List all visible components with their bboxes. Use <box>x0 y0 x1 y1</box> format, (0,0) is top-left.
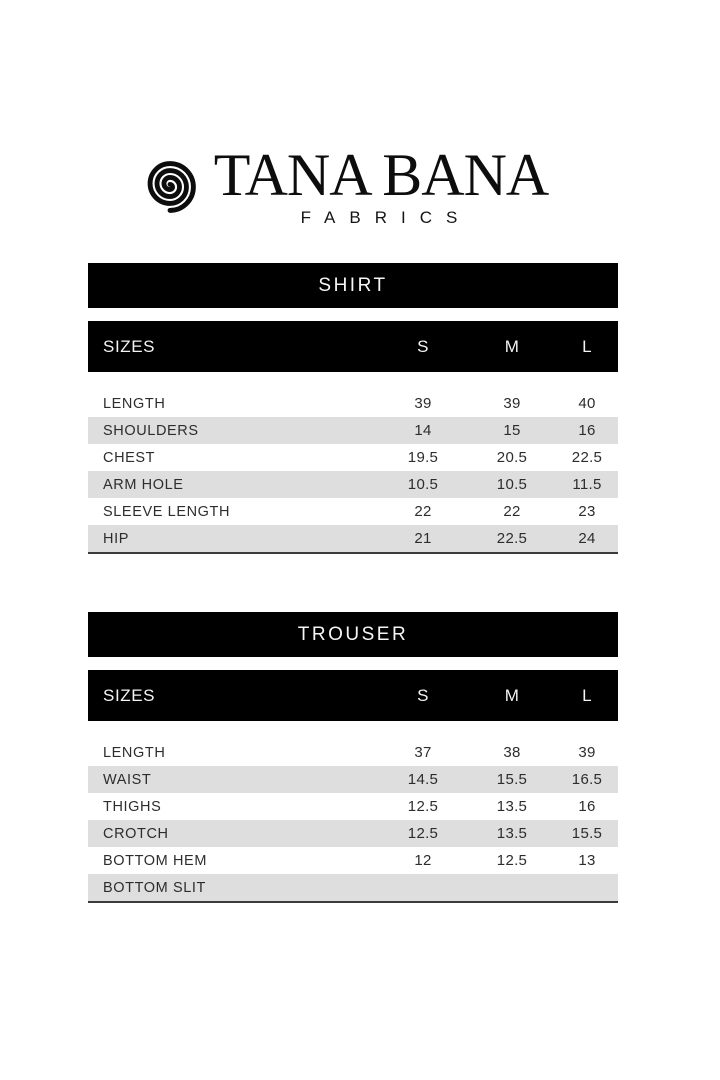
value-m: 10.5 <box>496 476 528 493</box>
brand-logo <box>0 142 706 228</box>
brand-name: TANA BANA <box>213 142 549 208</box>
value-m: 38 <box>503 744 521 761</box>
size-column-m: M <box>504 685 520 705</box>
value-l: 11.5 <box>572 476 602 493</box>
row-label: CHEST <box>103 449 156 466</box>
table-row-bottom-slit <box>88 874 618 901</box>
row-label: BOTTOM SLIT <box>103 879 207 896</box>
value-l: 24 <box>578 530 596 547</box>
value-m: 22.5 <box>496 530 528 547</box>
value-s: 12.5 <box>407 825 439 842</box>
row-label: CROTCH <box>103 825 169 842</box>
row-label: BOTTOM HEM <box>103 852 208 869</box>
shirt-size-table <box>88 263 618 554</box>
value-l: 40 <box>578 395 596 412</box>
table-row-crotch <box>88 820 618 847</box>
value-s: 10.5 <box>407 476 439 493</box>
value-s: 22 <box>414 503 432 520</box>
brand-subtitle: FABRICS <box>300 208 472 227</box>
value-m: 12.5 <box>496 852 528 869</box>
row-label: LENGTH <box>103 744 166 761</box>
value-m: 13.5 <box>496 825 528 842</box>
table-row-arm-hole <box>88 471 618 498</box>
row-label: HIP <box>103 530 129 547</box>
table-row-length <box>88 390 618 417</box>
size-column-s: S <box>417 336 429 356</box>
value-l: 13 <box>578 852 596 869</box>
value-l: 39 <box>578 744 596 761</box>
value-m: 15 <box>503 422 521 439</box>
table-row-chest <box>88 444 618 471</box>
sizes-header-label: SIZES <box>103 336 156 356</box>
value-m: 22 <box>503 503 521 520</box>
value-s: 12 <box>414 852 432 869</box>
value-l: 23 <box>578 503 596 520</box>
size-column-l: L <box>582 336 592 356</box>
value-l: 15.5 <box>571 825 603 842</box>
table-row-sleeve-length <box>88 498 618 525</box>
value-l: 22.5 <box>571 449 603 466</box>
size-column-m: M <box>504 336 520 356</box>
value-m: 13.5 <box>496 798 528 815</box>
trouser-title-bar <box>88 612 618 657</box>
row-label: THIGHS <box>103 798 162 815</box>
trouser-size-table <box>88 612 618 903</box>
shirt-rows <box>88 390 618 554</box>
value-l: 16 <box>578 422 596 439</box>
row-label: WAIST <box>103 771 152 788</box>
value-m: 15.5 <box>496 771 528 788</box>
brand-wordmark <box>213 142 549 228</box>
shirt-title-bar <box>88 263 618 308</box>
value-s: 21 <box>414 530 432 547</box>
value-s: 14 <box>414 422 432 439</box>
table-row-bottom-hem <box>88 847 618 874</box>
sizes-header-label: SIZES <box>103 685 156 705</box>
table-row-length <box>88 739 618 766</box>
shirt-title: SHIRT <box>318 274 388 296</box>
value-s: 12.5 <box>407 798 439 815</box>
trouser-rows <box>88 739 618 903</box>
value-s: 37 <box>414 744 432 761</box>
row-label: SLEEVE LENGTH <box>103 503 231 520</box>
row-label: ARM HOLE <box>103 476 184 493</box>
table-row-hip <box>88 525 618 552</box>
value-s: 19.5 <box>407 449 439 466</box>
value-m: 39 <box>503 395 521 412</box>
value-m: 20.5 <box>496 449 528 466</box>
trouser-sizes-header <box>88 670 618 721</box>
row-label: LENGTH <box>103 395 166 412</box>
size-column-l: L <box>582 685 592 705</box>
size-column-s: S <box>417 685 429 705</box>
table-row-thighs <box>88 793 618 820</box>
table-row-shoulders <box>88 417 618 444</box>
value-s: 39 <box>414 395 432 412</box>
value-l: 16 <box>578 798 596 815</box>
trouser-title: TROUSER <box>297 623 409 645</box>
row-label: SHOULDERS <box>103 422 199 439</box>
value-l: 16.5 <box>571 771 603 788</box>
table-row-waist <box>88 766 618 793</box>
spiral-icon <box>144 161 196 213</box>
value-s: 14.5 <box>407 771 439 788</box>
shirt-sizes-header <box>88 321 618 372</box>
